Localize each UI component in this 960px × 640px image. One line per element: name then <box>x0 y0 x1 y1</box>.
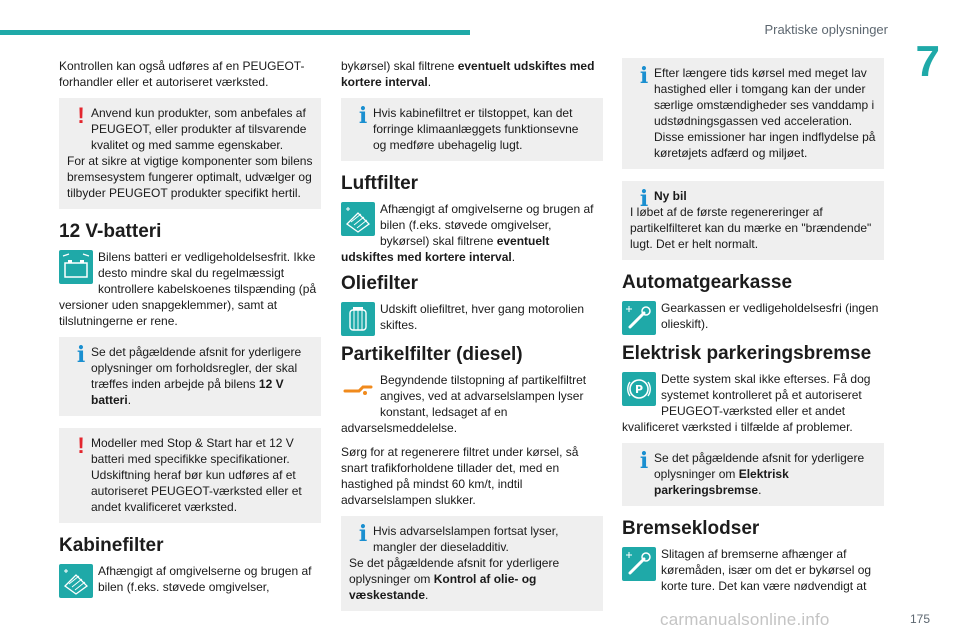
svg-text:P: P <box>634 383 644 396</box>
info-icon: i <box>639 186 649 212</box>
info-text: Se det pågældende afsnit for yderligere oplysninger om Kontrol af olie- og væskestande. <box>349 556 560 602</box>
section-title-particle-filter: Partikelfilter (diesel) <box>341 344 523 365</box>
info-text: Se det pågældende afsnit for yderligere oplysninger om forholdsregler, der skal træffes inden arbejde på bilens 12 V batteri. <box>91 345 302 407</box>
info-icon: i <box>639 448 649 474</box>
column-2 <box>341 58 603 623</box>
info-bold: 12 V batteri <box>91 377 284 407</box>
intro-paragraph: Kontrollen kan også udføres af en PEUGEOT-forhandler eller et autoriseret værksted. <box>59 59 305 89</box>
section-title-air-filter: Luftfilter <box>341 173 419 194</box>
warning-icon: ! <box>77 433 85 458</box>
gearbox-wrench-icon <box>622 301 656 335</box>
info-icon: i <box>76 342 86 368</box>
section-title-parking-brake: Elektrisk parkeringsbremse <box>622 343 872 364</box>
header-rule <box>0 30 470 35</box>
section-title-oil-filter: Oliefilter <box>341 273 419 294</box>
parking-brake-text: Dette system skal ikke efterses. Få dog systemet kontrolleret på et autoriseret PEUGEOT-værksted eller et andet kvalificeret værksted i tilfælde af problemer. <box>622 372 871 434</box>
info-box <box>622 443 884 506</box>
brake-pads-section <box>622 546 884 594</box>
oil-filter-icon <box>341 302 375 336</box>
gearbox-section <box>622 300 884 335</box>
particle-filter-section <box>341 372 603 436</box>
brake-pads-text: Slitagen af bremserne afhænger af køremåden, især om det er bykørsel og korte ture. Det kan være nødvendigt at <box>661 547 872 593</box>
info-box <box>341 516 603 611</box>
column-3 <box>622 58 884 602</box>
particle-filter-text: Begyndende tilstopning af partikelfiltret angives, ved at advarselslampen lyser konstant, ledsaget af en advarselsmeddelelse. <box>341 373 587 435</box>
info-text: Efter længere tids kørsel med meget lav hastighed eller i tomgang kan der under særlige omstændigheder ses vanddamp i udstødningsgassen ved acceleration. Disse emissioner har ingen indflydelse på køretøjets adfærd og miljøet. <box>654 66 876 160</box>
battery-section <box>59 249 321 329</box>
air-filter-section <box>341 201 603 265</box>
info-text: Hvis kabinefiltret er tilstoppet, kan det forringe klimaanlæggets funktionsevne og medføre ubehagelig lugt. <box>373 106 579 152</box>
warning-box <box>59 428 321 523</box>
oil-filter-section <box>341 301 603 336</box>
watermark: carmanualsonline.info <box>660 610 830 629</box>
page-number: 175 <box>909 612 930 626</box>
brake-pads-wrench-icon <box>622 547 656 581</box>
warning-icon: ! <box>77 103 85 128</box>
air-filter-icon <box>341 202 375 236</box>
column-1 <box>59 58 321 606</box>
gearbox-text: Gearkassen er vedligeholdelsesfri (ingen olieskift). <box>661 301 879 331</box>
info-text: I løbet af de første regenereringer af partikelfilteret kan du mærke en "brændende" lugt. Det er helt normalt. <box>630 205 872 251</box>
info-text: Se det pågældende afsnit for yderligere oplysninger om Elektrisk parkeringsbremse. <box>654 451 865 497</box>
info-text: Hvis advarselslampen fortsat lyser, mangler der dieseladditiv. <box>373 524 559 554</box>
parking-brake-section <box>622 371 884 435</box>
section-title-battery: 12 V-batteri <box>59 221 162 242</box>
parking-brake-icon <box>622 372 656 406</box>
chapter-number: 7 <box>915 37 940 86</box>
particle-filter-paragraph: Sørg for at regenerere filtret under kørsel, så snart trafikforholdene tillader det, med en hastighed på mindst 60 km/t, indtil advarselslampen slukker. <box>341 445 579 507</box>
section-title-brake-pads: Bremseklodser <box>622 518 760 539</box>
page-header-title: Praktiske oplysninger <box>764 22 888 37</box>
info-box <box>59 337 321 416</box>
info-box <box>341 98 603 161</box>
info-icon: i <box>358 103 368 129</box>
section-title-gearbox: Automatgearkasse <box>622 272 793 293</box>
info-icon: i <box>639 63 649 89</box>
section-title-cabin-filter: Kabinefilter <box>59 535 164 556</box>
warning-text: Anvend kun produkter, som anbefales af PEUGEOT, eller produkter af tilsvarende kvalitet og med samme egenskaber. <box>91 106 307 152</box>
info-icon: i <box>358 521 368 547</box>
cabin-filter-section <box>59 563 321 598</box>
warning-box <box>59 98 321 209</box>
cabin-filter-text: Afhængigt af omgivelserne og brugen af bilen (f.eks. støvede omgivelser, <box>98 564 312 594</box>
oil-filter-text: Udskift oliefiltret, hver gang motorolien skiftes. <box>380 302 585 332</box>
info-title: Ny bil <box>654 189 687 203</box>
particle-filter-icon <box>341 373 375 407</box>
info-box <box>622 181 884 260</box>
cabin-filter-icon <box>59 564 93 598</box>
continued-paragraph: bykørsel) skal filtrene eventuelt udskiftes med kortere interval. <box>341 59 595 89</box>
air-filter-text: Afhængigt af omgivelserne og brugen af bilen (f.eks. støvede omgivelser, bykørsel) skal filtrene eventuelt udskiftes med kortere interval. <box>341 202 594 264</box>
info-box <box>622 58 884 169</box>
warning-text: For at sikre at vigtige komponenter som bilens bremsesystem fungerer optimalt, udvælger og tilbyder PEUGEOT produkter specifikt hertil. <box>67 154 313 200</box>
warning-text: Modeller med Stop & Start har et 12 V batteri med specifikke specifikationer. Udskiftning heraf bør kun udføres af et autoriseret PEUGEOT-værksted eller et andet kvalificeret værksted. <box>91 436 302 514</box>
battery-text: Bilens batteri er vedligeholdelsesfrit. Ikke desto mindre skal du regelmæssigt kontrollere kabelskoenes tilspænding (på versioner uden snapgeklemmer), samt at tilslutningerne er rene. <box>59 250 317 328</box>
wrench-service-icon <box>59 250 93 284</box>
